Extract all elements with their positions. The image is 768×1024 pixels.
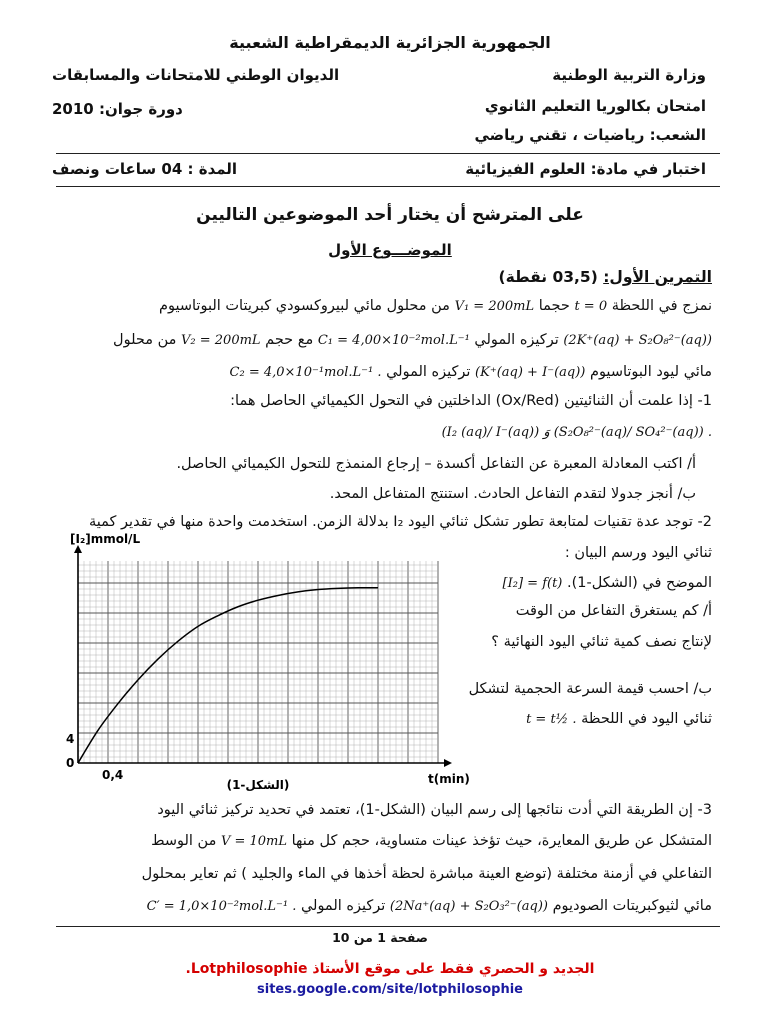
time-zero: t = 0 <box>574 299 608 314</box>
intro-line-1 <box>52 298 712 314</box>
y-axis-label: [I₂]mmol/L <box>70 532 141 546</box>
chart-axes <box>74 545 452 767</box>
figure-1-chart <box>40 532 470 798</box>
volume-v1: V₁ = 200mL <box>454 299 535 314</box>
intro-text-2b: مع حجم <box>265 332 314 348</box>
x-tick-label-0-4: 0,4 <box>102 768 124 782</box>
exam-office-label: الديوان الوطني للامتحانات والمسابقات <box>52 66 340 84</box>
intro-text-1a: نمزج في اللحظة <box>611 298 712 314</box>
header-divider-top <box>56 153 720 154</box>
question-2-line-2: ثنائي اليود ورسم البيان : <box>564 545 712 561</box>
question-3-text-2b: من الوسط <box>151 833 217 849</box>
concentration-c-prime: C′ = 1,0×10⁻²mol.L⁻¹ . <box>146 899 297 914</box>
question-2-line-1: 2- توجد عدة تقنيات لمتابعة تطور تشكل ثنائي اليود I₂ بدلالة الزمن. استخدمت واحدة منها في تقدير كمية <box>89 514 712 530</box>
intro-text-2a: تركيزه المولي <box>474 332 559 348</box>
topic-title: الموضـــوع الأول <box>328 241 452 259</box>
graph-function: [I₂] = f(t) <box>502 576 563 591</box>
republic-title: الجمهورية الجزائرية الديمقراطية الشعبية <box>229 33 551 52</box>
question-2b-line-1: ب/ احسب قيمة السرعة الحجمية لتشكل <box>468 681 712 697</box>
question-2b-text: ثنائي اليود في اللحظة <box>581 711 712 727</box>
exam-duration: المدة : 04 ساعات ونصف <box>52 160 238 178</box>
intro-text-3a: مائي ليود البوتاسيوم <box>589 364 712 380</box>
intro-line-3 <box>52 364 712 380</box>
origin-tick-label: 0 <box>66 756 75 770</box>
concentration-c2: C₂ = 4,0×10⁻¹mol.L⁻¹ . <box>229 365 382 380</box>
footer-divider <box>56 926 720 927</box>
volume-v2: V₂ = 200mL <box>181 333 261 348</box>
exam-session: دورة جوان: 2010 <box>52 100 183 118</box>
y-axis-arrow <box>74 545 82 553</box>
intro-line-2 <box>52 332 712 348</box>
question-1-pairs <box>52 424 712 440</box>
question-3-text-4a: مائي لثيوكبريتات الصوديوم <box>552 898 712 914</box>
redox-pairs: (I₂ (aq)/ I⁻(aq)) وَ (S₂O₈²⁻(aq)/ SO₄²⁻(aq)) . <box>441 425 712 440</box>
question-2b-line-2 <box>526 711 712 727</box>
question-3-line-2 <box>52 833 712 849</box>
footer-ad: الجديد و الحصري فقط على موقع الأستاذ Lotphilosophie. <box>185 961 595 977</box>
exam-streams: الشعب: رياضيات ، تقني رياضي <box>474 126 706 144</box>
intro-text-1b: حجما <box>538 298 570 314</box>
question-3-text-2a: المتشكل عن طريق المعايرة، حيث تؤخذ عينات متساوية، حجم كل منها <box>291 833 712 849</box>
chart-grid <box>78 561 438 763</box>
x-axis-arrow <box>444 759 452 767</box>
question-3-line-3: التفاعلي في أزمنة مختلفة (توضع العينة مباشرة لحظة أخذها في الماء والجليد ) ثم تعاير بمحلول <box>141 866 712 882</box>
question-1a: أ/ اكتب المعادلة المعبرة عن التفاعل أكسدة – إرجاع المنمذج للتحول الكيميائي الحاصل. <box>176 456 696 472</box>
persulfate-formula: (2K⁺(aq) + S₂O₈²⁻(aq)) <box>563 333 712 348</box>
header-divider-bottom <box>56 186 720 187</box>
exercise-heading <box>52 268 712 286</box>
footer-url[interactable]: sites.google.com/site/lotphilosophie <box>257 982 523 997</box>
intro-text-3b: تركيزه المولي <box>386 364 471 380</box>
iodide-formula: (K⁺(aq) + I⁻(aq)) <box>475 365 586 380</box>
figure-reference: الموضح في (الشكل-1). <box>566 575 712 591</box>
intro-text-2c: من محلول <box>113 332 177 348</box>
question-2a-line-1: أ/ كم يستغرق التفاعل من الوقت <box>515 603 712 619</box>
sample-volume: V = 10mL <box>220 834 288 849</box>
half-life-time: t = t½ . <box>526 712 577 727</box>
question-2-line-3 <box>503 575 712 591</box>
figure-caption: (الشكل-1) <box>226 778 290 792</box>
intro-text-1c: من محلول مائي لبيروكسودي كبريتات البوتاسيوم <box>159 298 450 314</box>
question-2a-line-2: لإنتاج نصف كمية ثنائي اليود النهائية ؟ <box>491 634 712 650</box>
exam-subject: اختبار في مادة: العلوم الفيزيائية <box>465 160 706 178</box>
y-tick-label-4: 4 <box>66 732 75 747</box>
concentration-c1: C₁ = 4,00×10⁻²mol.L⁻¹ <box>317 333 470 348</box>
question-1: 1- إذا علمت أن الثنائيتين (Ox/Red) الداخلتين في التحول الكيميائي الحاصل هما: <box>230 393 712 409</box>
exam-name: امتحان بكالوريا التعليم الثانوي <box>484 97 706 115</box>
x-axis-label: t(min) <box>428 772 470 786</box>
question-3-line-4 <box>52 898 712 914</box>
page-number: صفحة 1 من 10 <box>332 930 428 945</box>
exercise-title: التمرين الأول: <box>603 268 712 286</box>
exercise-points: (03,5 نقطة) <box>498 268 598 286</box>
thiosulfate-formula: (2Na⁺(aq) + S₂O₃²⁻(aq)) <box>389 899 548 914</box>
ministry-label: وزارة التربية الوطنية <box>552 66 706 84</box>
choice-instruction: على المترشح أن يختار أحد الموضوعين التاليين <box>196 205 584 225</box>
question-1b: ب/ أنجز جدولا لتقدم التفاعل الحادث. استنتج المتفاعل المحد. <box>329 486 696 502</box>
question-3-line-1: 3- إن الطريقة التي أدت نتائجها إلى رسم البيان (الشكل-1)، تعتمد في تحديد تركيز ثنائي اليود <box>157 802 712 818</box>
question-3-text-4b: تركيزه المولي <box>300 898 386 914</box>
